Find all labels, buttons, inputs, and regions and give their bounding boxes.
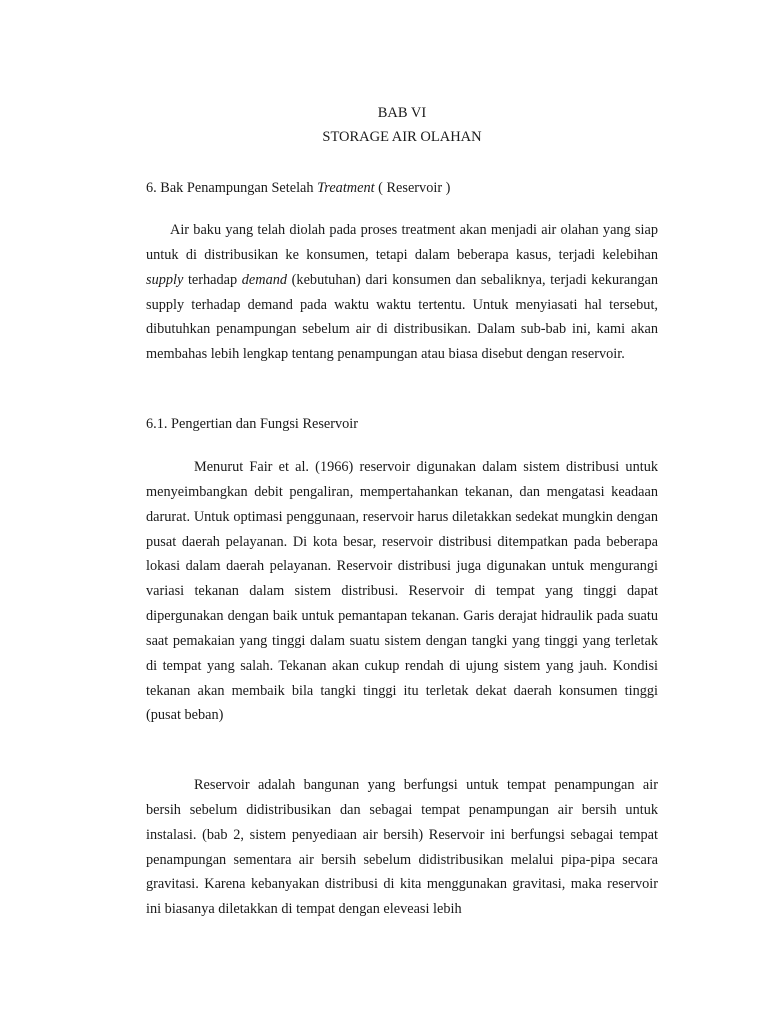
paragraph-intro-part2: terhadap	[183, 271, 242, 288]
paragraph-intro-part3: (kebutuhan) dari konsumen dan sebaliknya, terjadi kekurangan supply terhadap demand pada waktu waktu tertentu. Untuk menyiasati hal tersebut, dibutuhkan penampungan sebelum air di distribusikan. Dalam sub-bab ini, kami akan membahas lebih lengkap tentang penampungan atau biasa disebut dengan reservoir.	[146, 271, 658, 363]
paragraph-intro	[146, 218, 658, 367]
chapter-number: BAB VI	[377, 105, 427, 121]
italic-demand: demand	[241, 271, 288, 288]
italic-supply: supply	[146, 271, 184, 288]
paragraph-fair: Menurut Fair et al. (1966) reservoir digunakan dalam sistem distribusi untuk menyeimbangkan debit pengaliran, mempertahankan tekanan, dan mengatasi keadaan darurat. Untuk optimasi penggunaan, reservoir harus diletakkan sedekat mungkin dengan pusat daerah pelayanan. Di kota besar, reservoir distribusi ditempatkan pada beberapa lokasi dalam daerah pelayanan. Reservoir distribusi juga digunakan untuk mengurangi variasi tekanan dalam sistem distribusi. Reservoir di tempat yang tinggi dapat dipergunakan dengan baik untuk pemantapan tekanan. Garis derajat hidraulik pada suatu saat pemakaian yang tinggi dalam suatu sistem dengan tangki yang tinggi yang terletak di tempat yang salah. Tekanan akan cukup rendah di ujung sistem yang jauh. Kondisi tekanan akan membaik bila tangki tinggi itu terletak dekat daerah konsumen tinggi (pusat beban)	[146, 459, 658, 724]
section-heading-italic: Treatment	[317, 180, 375, 196]
section-heading-suffix: ( Reservoir )	[374, 180, 451, 196]
section-heading-prefix: 6. Bak Penampungan Setelah	[146, 180, 318, 196]
section-heading-6-1: 6.1. Pengertian dan Fungsi Reservoir	[146, 416, 359, 432]
paragraph-intro-part1: Air baku yang telah diolah pada proses treatment akan menjadi air olahan yang siap untuk di distribusikan ke konsumen, tetapi dalam beberapa kasus, terjadi kelebihan	[146, 222, 658, 263]
section-heading-6	[146, 178, 658, 198]
chapter-title: STORAGE AIR OLAHAN	[322, 129, 482, 145]
paragraph-reservoir-definition: Reservoir adalah bangunan yang berfungsi untuk tempat penampungan air bersih sebelum didistribusikan dan sebagai tempat penampungan air bersih untuk instalasi. (bab 2, sistem penyediaan air bersih) Reservoir ini berfungsi sebagai tempat penampungan sementara air bersih sebelum didistribusikan melalui pipa-pipa secara gravitasi. Karena kebanyakan distribusi di kita menggunakan gravitasi, maka reservoir ini biasanya diletakkan di tempat dengan eleveasi lebih	[146, 777, 658, 918]
